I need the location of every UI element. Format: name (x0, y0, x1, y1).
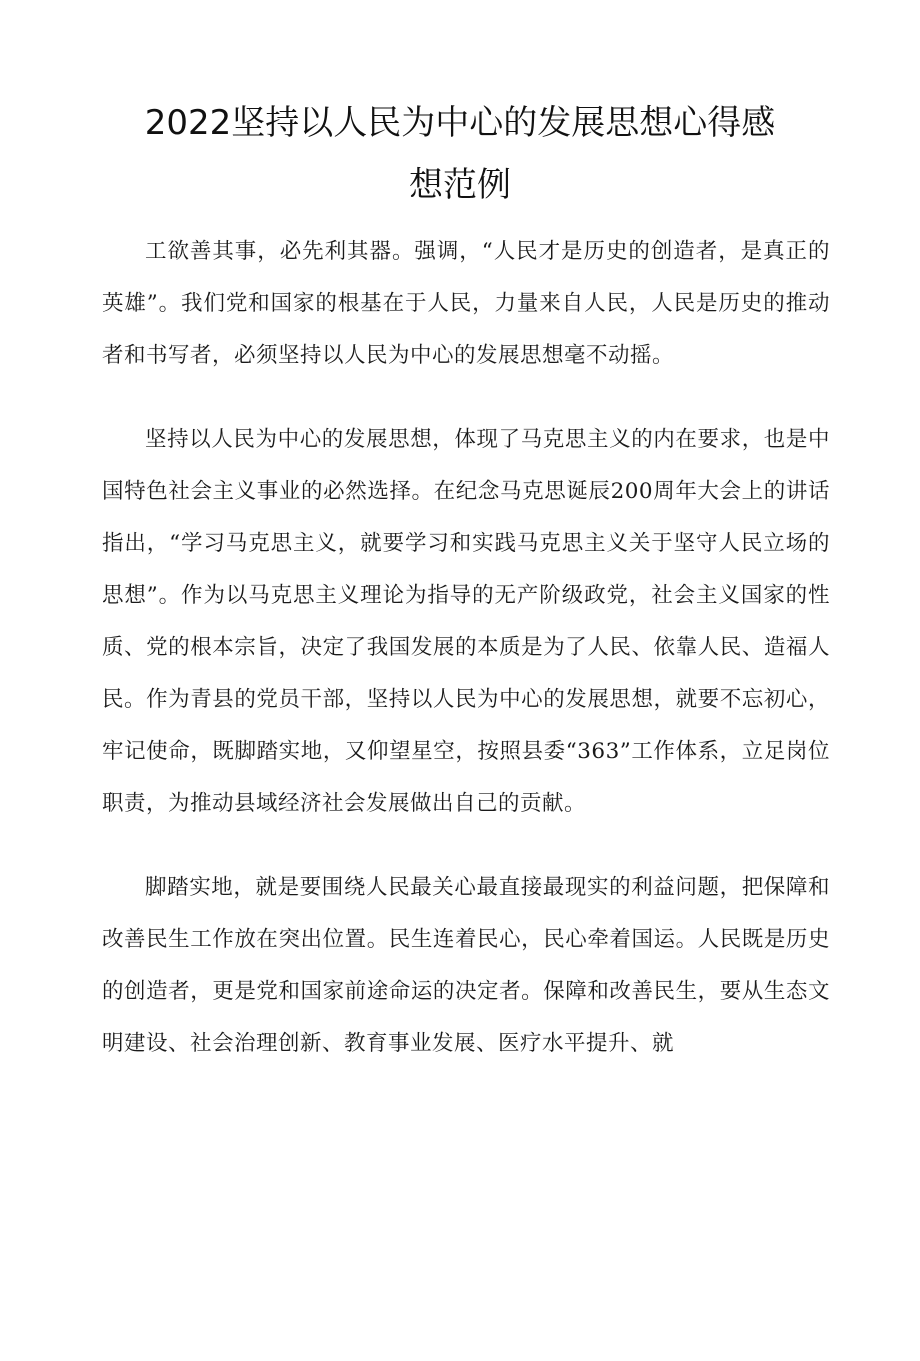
paragraph-2: 坚持以人民为中心的发展思想，体现了马克思主义的内在要求，也是中国特色社会主义事业的必然选择。在纪念马克思诞辰200周年大会上的讲话指出，“学习马克思主义，就要学习和实践马克思主义关于坚守人民立场的思想”。作为以马克思主义理论为指导的无产阶级政党，社会主义国家的性质、党的根本宗旨，决定了我国发展的本质是为了人民、依靠人民、造福人民。作为青县的党员干部，坚持以人民为中心的发展思想，就要不忘初心，牢记使命，既脚踏实地，又仰望星空，按照县委“363”工作体系，立足岗位职责，为推动县域经济社会发展做出自己的贡献。 (102, 427, 830, 816)
paragraph-1: 工欲善其事，必先利其器。强调，“人民才是历史的创造者，是真正的英雄”。我们党和国家的根基在于人民，力量来自人民，人民是历史的推动者和书写者，必须坚持以人民为中心的发展思想毫不动摇。 (102, 239, 830, 368)
document-body (102, 226, 830, 1102)
paragraph-3: 脚踏实地，就是要围绕人民最关心最直接最现实的利益问题，把保障和改善民生工作放在突出位置。民生连着民心，民心牵着国运。人民既是历史的创造者，更是党和国家前途命运的决定者。保障和改善民生，要从生态文明建设、社会治理创新、教育事业发展、医疗水平提升、就 (102, 875, 830, 1056)
title-line-2: 想范例 (409, 165, 511, 205)
title-line-1: 2022坚持以人民为中心的发展思想心得感 (144, 103, 776, 143)
document-title (100, 92, 820, 216)
